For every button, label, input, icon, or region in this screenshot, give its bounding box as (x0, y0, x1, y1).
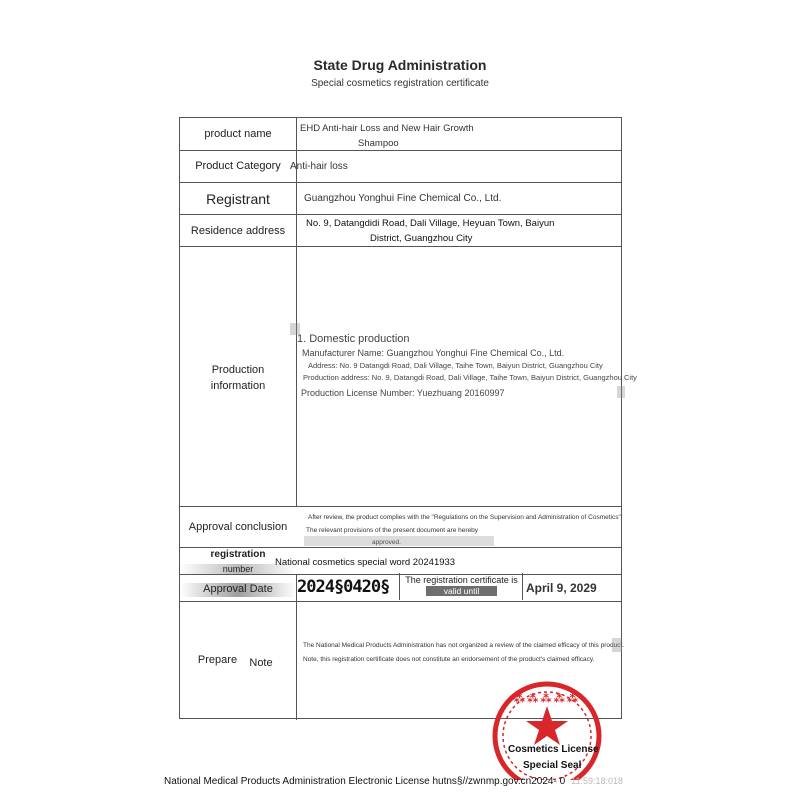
production-license: Production License Number: Yuezhuang 20160997 (301, 388, 505, 398)
production-details (295, 333, 637, 398)
approval-date-value: 2024§0420§ (295, 573, 400, 600)
note-line2: Note, this registration certificate does not constitute an endorsement of the product's claimed efficacy. (303, 656, 595, 663)
row-divider (180, 246, 621, 247)
seal-text-line1: Cosmetics License (508, 744, 599, 755)
seal-text-line2: Special Seal (523, 760, 582, 771)
residence-address-line2: District, Guangzhou City (370, 233, 473, 244)
production-info-label-line1: Production (211, 364, 265, 376)
product-name-label: product name (204, 128, 272, 140)
residence-address-label: Residence address (190, 225, 286, 237)
footer-timestamp: 11:59:18:018 (571, 776, 624, 786)
scan-artifact (304, 536, 494, 546)
row-divider (180, 182, 621, 183)
approval-conclusion-line3: approved. (372, 539, 401, 546)
footer-text: National Medical Products Administration Electronic License hutns§//zwnmp.gov.cn2024- 0 (164, 776, 566, 787)
svg-text:⁂⁂⁂⁂⁂: ⁂⁂⁂⁂⁂ (513, 692, 581, 705)
document-subtitle: Special cosmetics registration certificate (311, 78, 489, 89)
expiry-date: April 9, 2029 (526, 581, 597, 595)
column-divider (296, 118, 297, 506)
valid-until-label-line1: The registration certificate is (405, 575, 518, 585)
manufacturer-address: Address: No. 9 Datangdi Road, Dali Village, Taihe Town, Baiyun District, Guangzhou City (308, 361, 603, 370)
note-line1: The National Medical Products Administration has not organized a review of the claimed efficacy of this product. (303, 642, 625, 649)
row-divider (180, 150, 621, 151)
valid-until-label-line2: valid until (426, 586, 497, 596)
registration-number-value: National cosmetics special word 20241933 (275, 557, 456, 568)
production-heading: 1. Domestic production (297, 333, 410, 345)
product-category-value: Anti-hair loss (290, 161, 348, 172)
approval-conclusion-label: Approval conclusion (188, 521, 288, 533)
prepare-label: Prepare (197, 654, 238, 666)
row-divider (180, 601, 621, 602)
approval-conclusion-line1: After review, the product complies with the "Regulations on the Supervision and Administration of Cosmetics" (308, 514, 621, 521)
residence-address-line1: No. 9, Datangdidi Road, Dali Village, Heyuan Town, Baiyun (306, 218, 555, 229)
registrant-label: Registrant (206, 191, 270, 207)
valid-until-box (401, 573, 523, 600)
registrant-value: Guangzhou Yonghui Fine Chemical Co., Ltd. (304, 193, 502, 204)
approval-conclusion-line2: The relevant provisions of the present document are hereby (306, 527, 478, 534)
production-info-label-line2: information (210, 380, 266, 392)
product-name-value-line1: EHD Anti-hair Loss and New Hair Growth (300, 123, 474, 134)
registration-number-label-line1: registration (210, 549, 266, 560)
row-divider (180, 214, 621, 215)
product-name-value-line2: Shampoo (358, 138, 399, 149)
document-title: State Drug Administration (313, 57, 487, 73)
manufacturer-name: Manufacturer Name: Guangzhou Yonghui Fine Chemical Co., Ltd. (302, 348, 565, 358)
row-divider (180, 547, 621, 548)
footer-license-url (164, 776, 623, 787)
row-divider (180, 506, 621, 507)
product-category-label: Product Category (195, 160, 281, 172)
scan-artifact (612, 638, 622, 652)
approval-date-label: Approval Date (180, 583, 296, 597)
note-label: Note (249, 657, 273, 669)
registration-number-label-line2: number (180, 564, 296, 574)
certificate-table (179, 117, 625, 719)
production-address: Production address: No. 9, Datangdi Road, Dali Village, Taihe Town, Baiyun District, Guangzhou City (303, 373, 637, 382)
